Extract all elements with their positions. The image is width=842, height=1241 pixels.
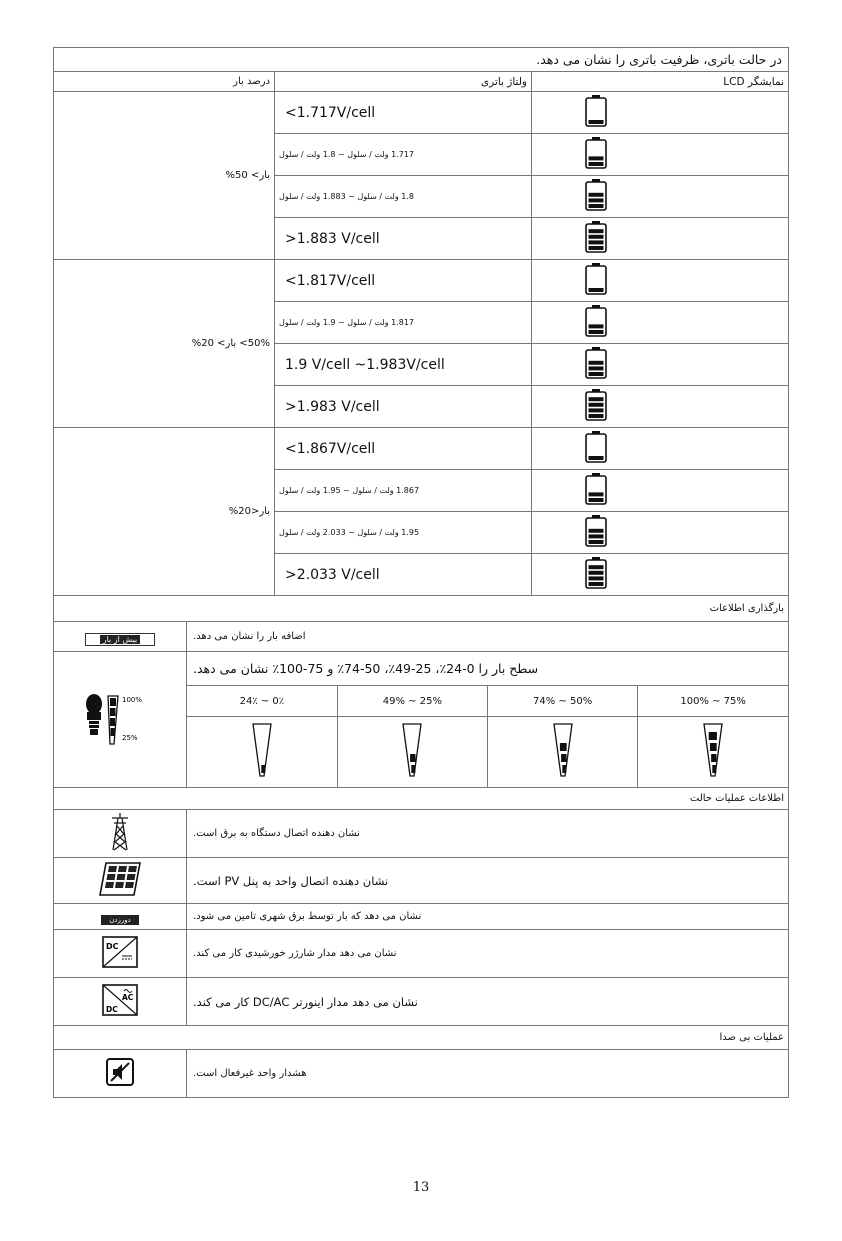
battery-level-icon bbox=[585, 389, 607, 425]
page-number: 13 bbox=[412, 1180, 430, 1195]
battery-level-icon bbox=[585, 137, 607, 173]
load-icon-label-low: 25% bbox=[122, 733, 138, 742]
load-range-label: بار<20% bbox=[54, 428, 275, 596]
load-bulb-icon bbox=[80, 686, 160, 750]
battery-level-icon bbox=[585, 473, 607, 509]
battery-lcd-cell bbox=[532, 512, 789, 554]
overload-badge: بیش از بار bbox=[100, 635, 141, 644]
battery-voltage-cell: 1.817 ولت / سلول ~ 1.9 ولت / سلول bbox=[275, 302, 532, 344]
load-level-gauge-icon bbox=[251, 763, 273, 782]
battery-lcd-cell bbox=[532, 260, 789, 302]
battery-voltage-cell: <1.717V/cell bbox=[275, 92, 532, 134]
battery-level-icon bbox=[585, 431, 607, 467]
battery-lcd-cell bbox=[532, 92, 789, 134]
overload-icon bbox=[85, 633, 156, 646]
bypass-badge: دورزدن bbox=[101, 915, 139, 925]
battery-section-title: در حالت باتری، ظرفیت باتری را نشان می دهد. bbox=[54, 48, 789, 72]
battery-table bbox=[53, 47, 789, 1098]
load-level-gauge-cell bbox=[638, 717, 788, 787]
battery-voltage-cell: >2.033 V/cell bbox=[275, 554, 532, 596]
mode-desc: نشان دهنده اتصال دستگاه به برق است. bbox=[187, 810, 789, 858]
solar-panel-icon bbox=[98, 882, 142, 901]
load-level-gauge-cell bbox=[337, 717, 487, 787]
mute-icon-cell bbox=[54, 1050, 187, 1098]
battery-level-icon bbox=[585, 347, 607, 383]
load-range-label: بار> 50% bbox=[54, 92, 275, 260]
mode-section-title: اطلاعات عملیات حالت bbox=[54, 788, 789, 810]
battery-level-icon bbox=[585, 515, 607, 551]
load-range-label: 100% ~ 75% bbox=[638, 686, 788, 716]
battery-level-icon bbox=[585, 557, 607, 593]
battery-lcd-cell bbox=[532, 554, 789, 596]
mute-section-title: عملیات بی صدا bbox=[54, 1026, 789, 1050]
svg-text:DC: DC bbox=[106, 1004, 118, 1014]
battery-level-icon bbox=[585, 95, 607, 131]
load-level-gauge-icon bbox=[401, 763, 423, 782]
battery-lcd-cell bbox=[532, 176, 789, 218]
battery-level-icon bbox=[585, 221, 607, 257]
load-level-gauge-cell bbox=[187, 717, 337, 787]
dc-dc-charger-icon bbox=[102, 941, 138, 972]
load-level-desc: سطح بار را 0-24٪، 25-49٪، 50-74٪ و 75-100٪ نشان می دهد. bbox=[187, 652, 789, 686]
svg-text:DC: DC bbox=[106, 941, 119, 951]
battery-voltage-cell: 1.867 ولت / سلول ~ 1.95 ولت / سلول bbox=[275, 470, 532, 512]
battery-voltage-cell: >1.983 V/cell bbox=[275, 386, 532, 428]
battery-lcd-cell bbox=[532, 386, 789, 428]
battery-lcd-cell bbox=[532, 134, 789, 176]
load-range-label: 74% ~ 50% bbox=[488, 686, 638, 716]
battery-level-icon bbox=[585, 305, 607, 341]
mode-icon-cell bbox=[54, 904, 187, 930]
dc-ac-inverter-icon bbox=[102, 992, 138, 1020]
battery-voltage-cell: 1.8 ولت / سلول ~ 1.883 ولت / سلول bbox=[275, 176, 532, 218]
load-range-label: 49% ~ 25% bbox=[337, 686, 487, 716]
col-header-voltage: ولتاژ باتری bbox=[275, 72, 532, 92]
load-level-icon-cell bbox=[54, 652, 187, 788]
mode-icon-cell bbox=[54, 978, 187, 1026]
load-range-label: 50%> بار> 20% bbox=[54, 260, 275, 428]
load-range-label: 24٪ ~ 0٪ bbox=[239, 695, 285, 707]
mode-desc: نشان دهنده اتصال واحد به پنل PV است. bbox=[187, 858, 789, 904]
battery-lcd-cell bbox=[532, 302, 789, 344]
battery-voltage-cell: <1.817V/cell bbox=[275, 260, 532, 302]
load-level-gauge-cell bbox=[488, 717, 638, 787]
load-icon-label-high: 100% bbox=[122, 695, 143, 704]
load-level-gauge-icon bbox=[552, 763, 574, 782]
svg-text:AC: AC bbox=[122, 992, 134, 1002]
load-section-title: بارگذاری اطلاعات bbox=[54, 596, 789, 622]
battery-lcd-cell bbox=[532, 470, 789, 512]
col-header-lcd: نمایشگر LCD bbox=[532, 72, 789, 92]
document-page bbox=[53, 47, 788, 1098]
battery-lcd-cell bbox=[532, 344, 789, 386]
col-header-load: درصد بار bbox=[54, 72, 275, 92]
mode-icon-cell bbox=[54, 810, 187, 858]
battery-voltage-cell: >1.883 V/cell bbox=[275, 218, 532, 260]
mute-desc: هشدار واحد غیرفعال است. bbox=[187, 1050, 789, 1098]
battery-lcd-cell bbox=[532, 428, 789, 470]
mode-icon-cell bbox=[54, 930, 187, 978]
mode-desc: نشان می دهد مدار شارژر خورشیدی کار می کند. bbox=[187, 930, 789, 978]
mode-desc: نشان می دهد مدار اینورتر DC/AC کار می کند. bbox=[187, 978, 789, 1026]
battery-voltage-cell: 1.95 ولت / سلول ~ 2.033 ولت / سلول bbox=[275, 512, 532, 554]
overload-icon-cell bbox=[54, 622, 187, 652]
battery-voltage-cell: 1.717 ولت / سلول ~ 1.8 ولت / سلول bbox=[275, 134, 532, 176]
mode-desc: نشان می دهد که بار توسط برق شهری تامین می شود. bbox=[187, 904, 789, 930]
battery-voltage-cell: 1.9 V/cell ~1.983V/cell bbox=[275, 344, 532, 386]
mode-icon-cell bbox=[54, 858, 187, 904]
load-level-gauge-icon bbox=[702, 763, 724, 782]
battery-level-icon bbox=[585, 263, 607, 299]
battery-lcd-cell bbox=[532, 218, 789, 260]
power-tower-icon bbox=[109, 837, 131, 856]
overload-desc: اضافه بار را نشان می دهد. bbox=[187, 622, 789, 652]
mute-icon bbox=[105, 1057, 135, 1087]
battery-voltage-cell: <1.867V/cell bbox=[275, 428, 532, 470]
battery-level-icon bbox=[585, 179, 607, 215]
